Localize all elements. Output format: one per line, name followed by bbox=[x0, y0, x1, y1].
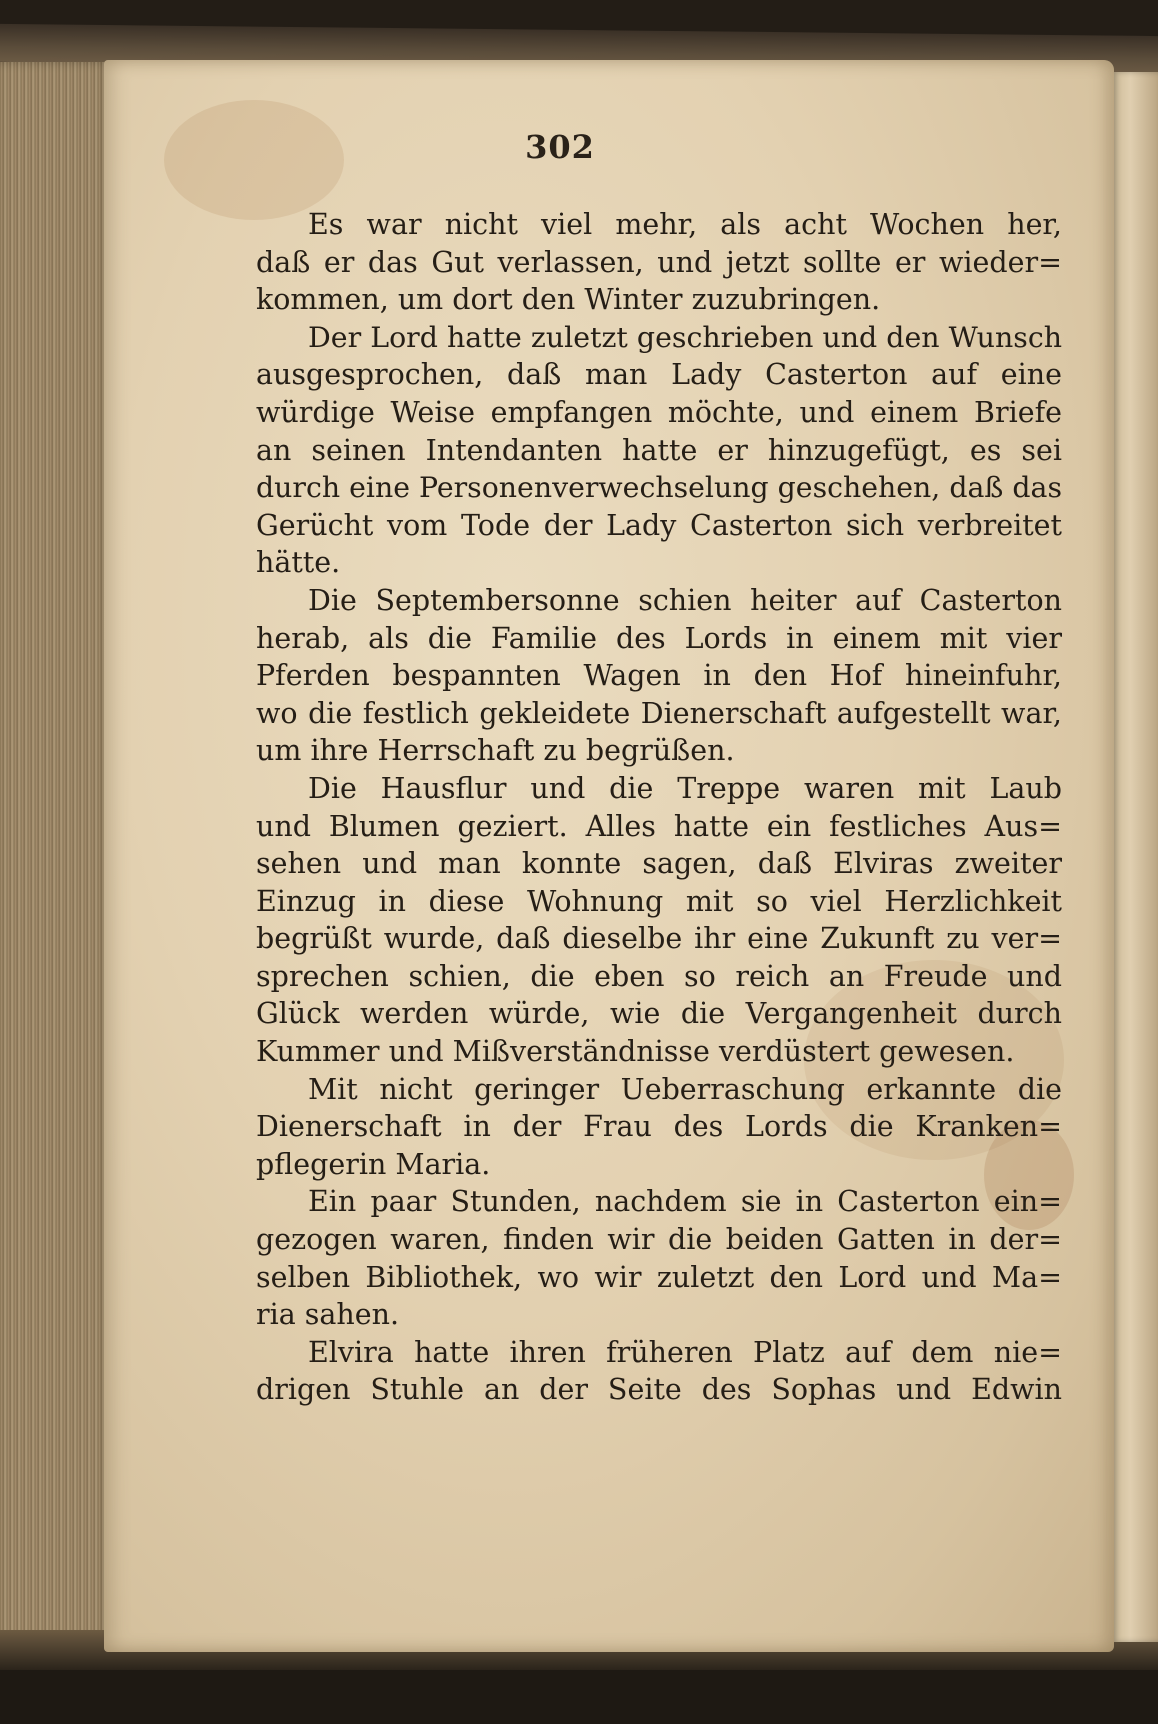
text-line: Es war nicht viel mehr, als acht Wochen her, bbox=[308, 208, 1062, 241]
text-line: sprechen schien, die eben so reich an Freude und bbox=[256, 959, 1062, 993]
text-line: Glück werden würde, wie die Vergangenheit durch bbox=[256, 997, 1062, 1031]
text-line: daß er das Gut verlassen, und jetzt sollte er wieder= bbox=[256, 245, 1062, 279]
text-line: hätte. bbox=[256, 546, 341, 580]
text-line: kommen, um dort den Winter zuzubringen. bbox=[256, 283, 881, 317]
text-line: Gerücht vom Tode der Lady Casterton sich verbreitet bbox=[256, 508, 1062, 542]
text-line: und Blumen geziert. Alles hatte ein festliches Aus= bbox=[256, 809, 1062, 843]
text-line: Dienerschaft in der Frau des Lords die Kranken= bbox=[256, 1110, 1062, 1144]
text-line: Einzug in diese Wohnung mit so viel Herzlichkeit bbox=[256, 884, 1062, 918]
body-text bbox=[256, 206, 1062, 1409]
text-line: Der Lord hatte zuletzt geschrieben und den Wunsch bbox=[308, 320, 1062, 354]
paper-stain bbox=[164, 100, 344, 220]
text-line: an seinen Intendanten hatte er hinzugefügt, es sei bbox=[256, 433, 1062, 467]
facing-page-edge bbox=[1112, 72, 1158, 1642]
text-line: um ihre Herrschaft zu begrüßen. bbox=[256, 734, 735, 768]
text-line: Die Septembersonne schien heiter auf Casterton bbox=[308, 583, 1062, 617]
text-line: Elvira hatte ihren früheren Platz auf dem nie= bbox=[308, 1335, 1062, 1369]
paragraph bbox=[256, 206, 1062, 319]
text-line: pflegerin Maria. bbox=[256, 1147, 491, 1181]
paragraph bbox=[256, 1183, 1062, 1333]
text-line: Mit nicht geringer Ueberraschung erkannte die bbox=[308, 1072, 1062, 1106]
page-number: 302 bbox=[525, 128, 595, 166]
paragraph bbox=[256, 1071, 1062, 1184]
paragraph bbox=[256, 319, 1062, 582]
text-line: gezogen waren, finden wir die beiden Gatten in der= bbox=[256, 1223, 1062, 1257]
text-line: begrüßt wurde, daß dieselbe ihr eine Zukunft zu ver= bbox=[256, 922, 1062, 956]
text-line: ria sahen. bbox=[256, 1298, 400, 1332]
text-line: drigen Stuhle an der Seite des Sophas und Edwin bbox=[256, 1373, 1062, 1407]
page-block-edges bbox=[0, 62, 112, 1652]
text-line: selben Bibliothek, wo wir zuletzt den Lord und Ma= bbox=[256, 1260, 1062, 1294]
text-line: Ein paar Stunden, nachdem sie in Casterton ein= bbox=[308, 1185, 1062, 1219]
text-line: sehen und man konnte sagen, daß Elviras zweiter bbox=[256, 847, 1062, 881]
text-line: Kummer und Mißverständnisse verdüstert gewesen. bbox=[256, 1035, 1015, 1069]
text-line: Die Hausflur und die Treppe waren mit Laub bbox=[308, 771, 1062, 805]
text-line: durch eine Personenverwechselung geschehen, daß das bbox=[256, 471, 1062, 505]
text-line: würdige Weise empfangen möchte, und einem Briefe bbox=[256, 395, 1062, 429]
paragraph bbox=[256, 1334, 1062, 1409]
text-line: Pferden bespannten Wagen in den Hof hineinfuhr, bbox=[256, 659, 1062, 693]
text-line: herab, als die Familie des Lords in einem mit vier bbox=[256, 621, 1062, 655]
paragraph bbox=[256, 770, 1062, 1071]
text-line: ausgesprochen, daß man Lady Casterton auf eine bbox=[256, 358, 1062, 392]
text-line: wo die festlich gekleidete Dienerschaft aufgestellt war, bbox=[256, 696, 1062, 730]
paragraph bbox=[256, 582, 1062, 770]
